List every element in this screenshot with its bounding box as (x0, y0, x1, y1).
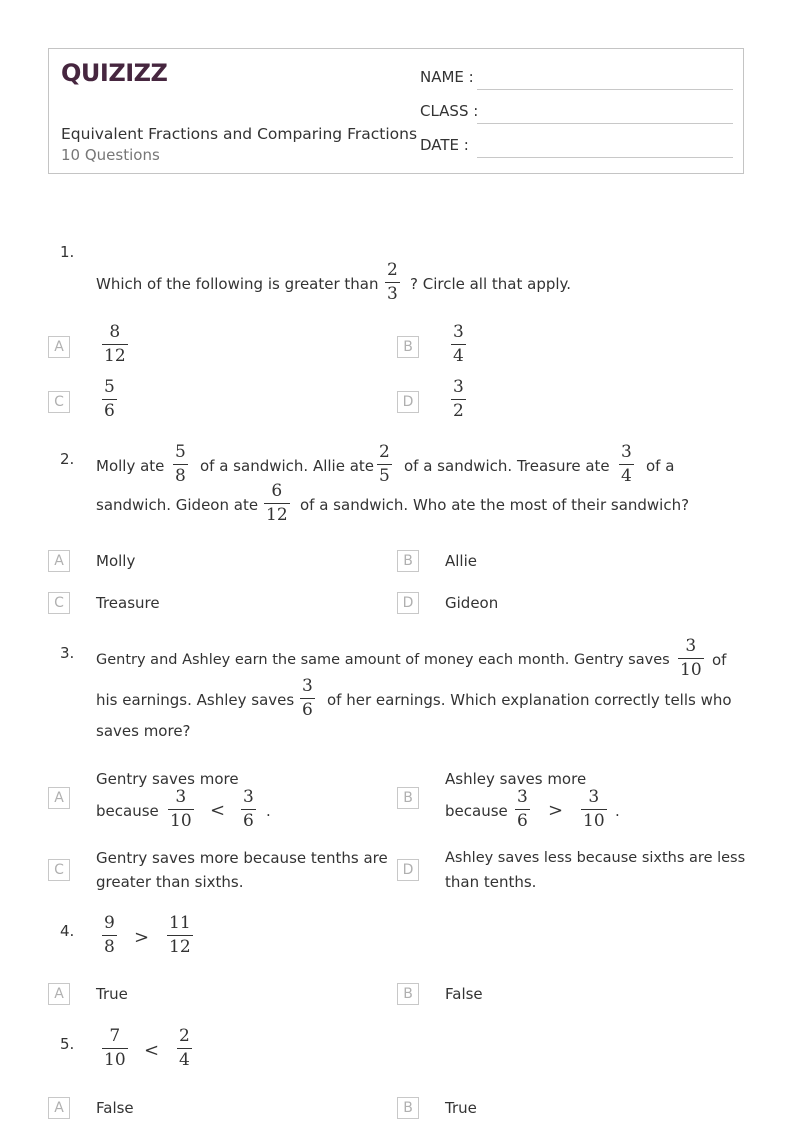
q3-option-b-operator: > (548, 800, 564, 821)
class-line[interactable] (477, 123, 733, 124)
question-4-fraction-1: 9 8 (104, 913, 115, 957)
question-5-fraction-2: 2 4 (179, 1026, 190, 1070)
q3-option-c-line2: greater than sixths. (96, 873, 244, 891)
q3-option-b-box[interactable]: B (397, 787, 419, 809)
question-2-fraction-4: 6 12 (266, 481, 288, 525)
q3-option-b-fraction-2: 3 10 (583, 787, 605, 831)
question-3-text-4: of her earnings. Which explanation correctly tells who (327, 691, 732, 709)
q5-option-a-text: False (96, 1099, 134, 1117)
question-5-fraction-1: 7 10 (104, 1026, 126, 1070)
question-3-text-1: Gentry and Ashley earn the same amount of money each month. Gentry saves (96, 652, 670, 668)
question-2-text-6: of a sandwich. Who ate the most of their sandwich? (300, 496, 690, 514)
q3-option-b-line1: Ashley saves more (445, 770, 587, 788)
question-2-text-5: sandwich. Gideon ate (96, 496, 259, 514)
q3-option-b-because: because (445, 802, 508, 820)
q5-option-b-box[interactable]: B (397, 1097, 419, 1119)
q3-option-a-period: . (266, 802, 271, 820)
date-label: DATE : (420, 136, 469, 154)
q2-option-c-text: Treasure (96, 594, 160, 612)
question-2-fraction-1: 5 8 (175, 442, 186, 486)
q1-option-a-box[interactable]: A (48, 336, 70, 358)
q5-option-a-box[interactable]: A (48, 1097, 70, 1119)
q3-option-d-line2: than tenths. (445, 873, 537, 891)
q3-option-d-line1: Ashley saves less because sixths are less (445, 850, 746, 866)
question-2-number: 2. (60, 450, 75, 468)
question-3-text-2: of (712, 651, 727, 669)
question-1-number: 1. (60, 243, 75, 261)
question-2-fraction-3: 3 4 (621, 442, 632, 486)
q3-option-d-box[interactable]: D (397, 859, 419, 881)
question-2-text-4: of a (646, 457, 675, 475)
worksheet-title: Equivalent Fractions and Comparing Fractions (61, 125, 418, 143)
q2-option-a-text: Molly (96, 552, 136, 570)
q1-option-d-box[interactable]: D (397, 391, 419, 413)
q3-option-a-box[interactable]: A (48, 787, 70, 809)
q2-option-c-box[interactable]: C (48, 592, 70, 614)
question-4-number: 4. (60, 922, 75, 940)
q1-option-b-fraction: 3 4 (453, 322, 464, 366)
name-label: NAME : (420, 68, 474, 86)
q5-option-b-text: True (445, 1099, 477, 1117)
q1-option-c-fraction: 5 6 (104, 377, 115, 421)
q3-option-b-fraction-1: 3 6 (517, 787, 528, 831)
q3-option-a-fraction-2: 3 6 (243, 787, 254, 831)
q2-option-d-text: Gideon (445, 594, 499, 612)
q2-option-b-box[interactable]: B (397, 550, 419, 572)
question-4-operator: > (134, 927, 150, 948)
q1-option-a-fraction: 8 12 (104, 322, 126, 366)
q4-option-b-box[interactable]: B (397, 983, 419, 1005)
q3-option-c-line1: Gentry saves more because tenths are (96, 849, 388, 867)
question-5-operator: < (144, 1040, 160, 1061)
q1-option-b-box[interactable]: B (397, 336, 419, 358)
question-5-number: 5. (60, 1035, 75, 1053)
worksheet-header (48, 48, 744, 174)
question-2-text-3: of a sandwich. Treasure ate (404, 457, 610, 475)
q3-option-a-because: because (96, 802, 159, 820)
question-3-text-3: his earnings. Ashley saves (96, 691, 295, 709)
q2-option-d-box[interactable]: D (397, 592, 419, 614)
q4-option-a-text: True (96, 985, 128, 1003)
question-3-fraction-1: 3 10 (680, 636, 702, 680)
q3-option-a-fraction-1: 3 10 (170, 787, 192, 831)
question-1-text-end: ? Circle all that apply. (410, 275, 572, 293)
q3-option-a-line1: Gentry saves more (96, 770, 239, 788)
question-3-number: 3. (60, 644, 75, 662)
question-count: 10 Questions (61, 146, 160, 164)
q1-option-d-fraction: 3 2 (453, 377, 464, 421)
question-4-fraction-2: 11 12 (169, 913, 191, 957)
q3-option-a-operator: < (210, 800, 226, 821)
question-2-fraction-2: 2 5 (379, 442, 390, 486)
question-1-fraction: 2 3 (387, 260, 398, 304)
quizizz-logo: QUIZIZZ (61, 59, 168, 87)
q4-option-a-box[interactable]: A (48, 983, 70, 1005)
class-label: CLASS : (420, 102, 479, 120)
date-line[interactable] (477, 157, 733, 158)
question-1-text: Which of the following is greater than (96, 275, 379, 293)
question-2-text-2: of a sandwich. Allie ate (200, 457, 375, 475)
q1-option-c-box[interactable]: C (48, 391, 70, 413)
question-3-fraction-2: 3 6 (302, 676, 313, 720)
q3-option-c-box[interactable]: C (48, 859, 70, 881)
name-line[interactable] (477, 89, 733, 90)
question-2-text-1: Molly ate (96, 457, 165, 475)
q2-option-a-box[interactable]: A (48, 550, 70, 572)
q4-option-b-text: False (445, 985, 483, 1003)
q3-option-b-period: . (615, 802, 620, 820)
question-3-text-5: saves more? (96, 722, 191, 740)
q2-option-b-text: Allie (445, 552, 477, 570)
